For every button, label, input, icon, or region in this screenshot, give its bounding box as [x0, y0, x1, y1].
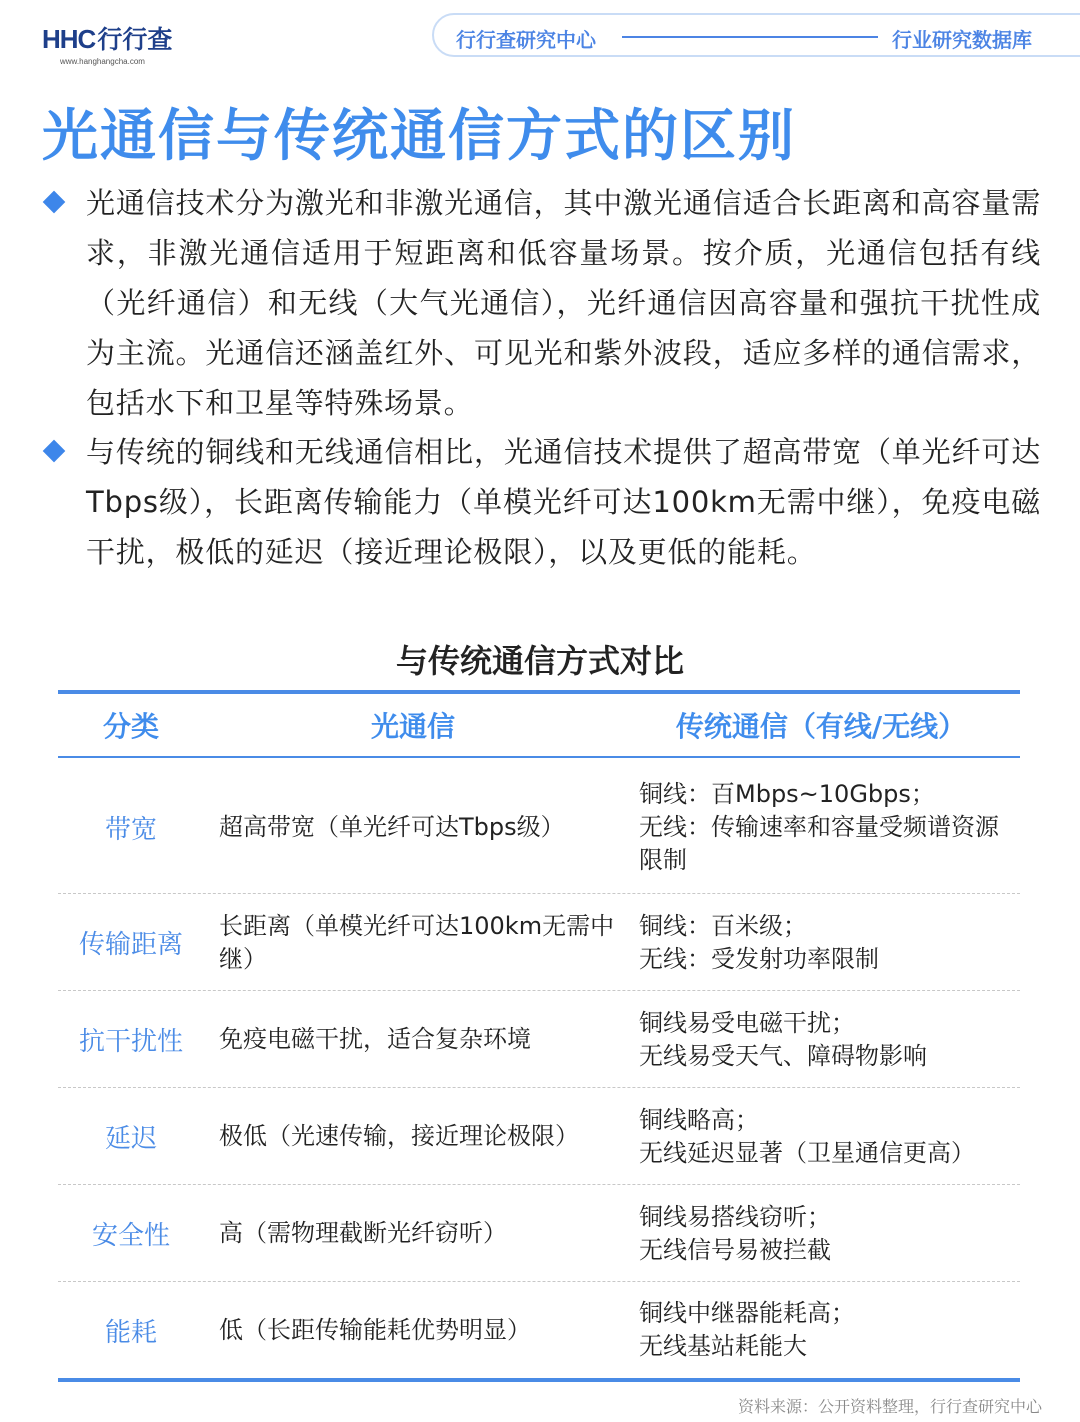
logo-hhc: HHC	[42, 24, 96, 54]
paragraph-1: 光通信技术分为激光和非激光通信，其中激光通信适合长距离和高容量需求，非激光通信适用于短距离和低容量场景。按介质，光通信包括有线（光纤通信）和无线（大气光通信），光纤通信因高容量和强抗干扰性成为主流。光通信还涵盖红外、可见光和紫外波段，适应多样的通信需求，包括水下和卫星等特殊场景。	[86, 186, 1041, 420]
header-optical: 光通信	[370, 710, 455, 743]
row-optical: 超高带宽（单光纤可达Tbps级）	[219, 812, 565, 841]
row-optical: 低（长距传输能耗优势明显）	[219, 1315, 531, 1344]
row-traditional	[639, 1282, 1020, 1378]
row-optical: 免疫电磁干扰，适合复杂环境	[219, 1025, 531, 1053]
logo-url: www.hanghangcha.com	[60, 57, 145, 66]
row-category: 抗干扰性	[78, 1027, 183, 1057]
row-traditional-line: 无线易受天气、障碍物影响	[639, 1041, 927, 1070]
row-category: 延迟	[104, 1124, 157, 1154]
row-traditional-line: 无线信号易被拦截	[639, 1235, 831, 1264]
table-row	[58, 1088, 1020, 1185]
row-category: 安全性	[91, 1221, 170, 1251]
row-optical: 高（需物理截断光纤窃听）	[219, 1219, 507, 1247]
logo-cn: 行行查	[97, 26, 173, 54]
row-traditional-line: 无线基站耗能大	[639, 1332, 807, 1360]
row-traditional-line: 铜线：百Mbps~10Gbps；	[639, 779, 935, 808]
table-bottom-rule	[58, 1378, 1020, 1382]
row-traditional-line: 铜线易搭线窃听；	[639, 1202, 831, 1231]
row-traditional-line: 无线：受发射功率限制	[639, 944, 879, 973]
row-optical: 长距离（单模光纤可达100km无需中继）	[219, 911, 615, 973]
logo	[42, 20, 242, 64]
research-center-label: 行行查研究中心	[456, 28, 596, 52]
page-title: 光通信与传统通信方式的区别	[42, 104, 796, 169]
database-label: 行业研究数据库	[892, 28, 1032, 52]
table-row	[58, 991, 1020, 1088]
row-traditional-line: 铜线略高；	[639, 1105, 759, 1134]
diamond-bullet-icon	[43, 191, 66, 214]
header-traditional: 传统通信（有线/无线）	[675, 710, 967, 743]
diamond-bullet-icon	[43, 440, 66, 463]
row-traditional-line: 无线：传输速率和容量受频谱资源限制	[639, 812, 999, 874]
header-banner	[432, 13, 1080, 57]
row-traditional-line: 铜线中继器能耗高；	[639, 1299, 855, 1327]
table-top-rule	[58, 690, 1020, 694]
row-traditional	[639, 1088, 1020, 1185]
row-traditional	[639, 760, 1020, 894]
row-traditional-line: 铜线易受电磁干扰；	[639, 1008, 855, 1037]
row-optical: 极低（光速传输，接近理论极限）	[219, 1122, 579, 1150]
row-traditional	[639, 1185, 1020, 1282]
banner-divider-line	[622, 36, 878, 38]
table-title: 与传统通信方式对比	[395, 642, 684, 680]
row-traditional	[639, 894, 1020, 991]
row-category: 带宽	[104, 814, 157, 845]
row-traditional	[639, 991, 1020, 1088]
table-row	[58, 760, 1020, 894]
table-header-rule	[58, 756, 1020, 758]
row-category: 能耗	[104, 1317, 157, 1348]
header-category: 分类	[102, 710, 159, 743]
source-note: 资料来源：公开资料整理，行行查研究中心	[737, 1397, 1042, 1416]
table-row	[58, 1282, 1020, 1378]
paragraph-2: 与传统的铜线和无线通信相比，光通信技术提供了超高带宽（单光纤可达Tbps级），长距离传输能力（单模光纤可达100km无需中继），免疫电磁干扰，极低的延迟（接近理论极限），以及更低的能耗。	[86, 435, 1041, 569]
table-row	[58, 1185, 1020, 1282]
row-category: 传输距离	[78, 930, 183, 960]
row-traditional-line: 铜线：百米级；	[639, 911, 807, 940]
table-row	[58, 894, 1020, 991]
row-traditional-line: 无线延迟显著（卫星通信更高）	[639, 1138, 975, 1167]
